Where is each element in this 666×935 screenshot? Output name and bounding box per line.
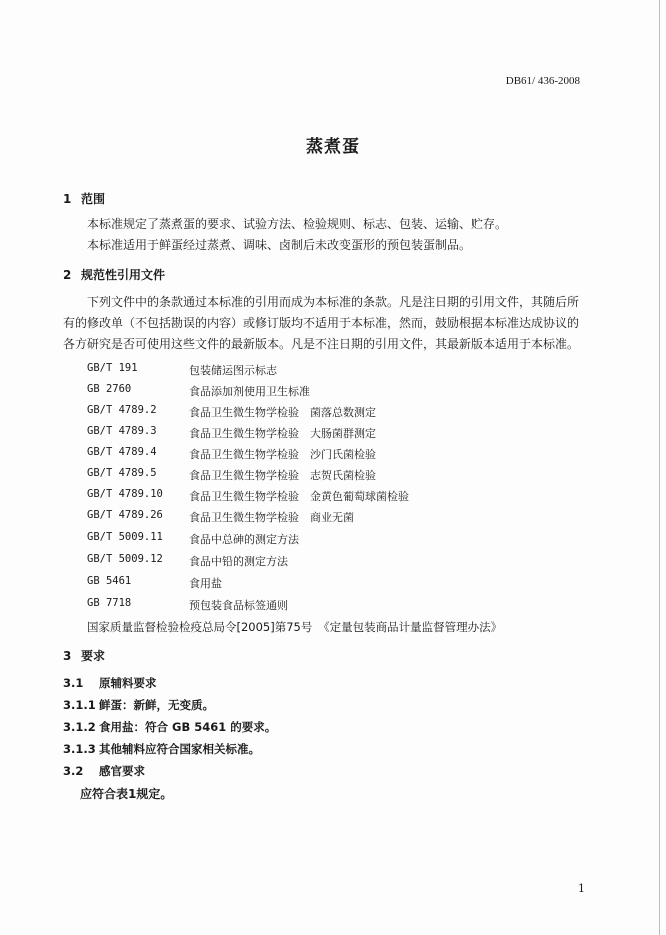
section-references-heading <box>63 266 165 283</box>
reference-title: 食品卫生微生物学检验 商业无菌 <box>189 511 354 524</box>
subsection-number: 3.1 <box>63 676 84 690</box>
reference-title: 食品添加剂使用卫生标准 <box>189 385 310 398</box>
subsection-text: 其他辅料应符合国家相关标准。 <box>99 742 260 756</box>
reference-title: 食品卫生微生物学检验 沙门氏菌检验 <box>189 448 376 461</box>
subsection-text: 感官要求 <box>99 764 145 778</box>
reference-title: 食品卫生微生物学检验 大肠菌群测定 <box>189 427 376 440</box>
section-scope-heading <box>63 190 105 207</box>
subsection-number: 3.1.2 <box>63 720 96 734</box>
subsection-3-2 <box>63 763 145 779</box>
regulation-reference: 国家质量监督检验检疫总局令[2005]第75号 《定量包装商品计量监督管理办法》 <box>87 620 503 634</box>
requirements-closing: 应符合表1规定。 <box>80 787 173 801</box>
reference-code: GB/T 4789.5 <box>87 467 157 479</box>
subsection-3-1 <box>63 675 157 691</box>
subsection-number: 3.1.3 <box>63 742 96 756</box>
subsection-3-1-1 <box>63 697 214 713</box>
scope-line-1: 本标准规定了蒸煮蛋的要求、试验方法、检验规则、标志、包装、运输、贮存。 <box>87 217 508 231</box>
reference-code: GB/T 5009.12 <box>87 553 163 565</box>
subsection-number: 3.2 <box>63 764 84 778</box>
reference-title: 食品卫生微生物学检验 志贺氏菌检验 <box>189 469 376 482</box>
references-intro: 下列文件中的条款通过本标准的引用而成为本标准的条款。凡是注日期的引用文件，其随后所有的修改单（不包括勘误的内容）或修订版均不适用于本标准，然而，鼓励根据本标准达成协议的各方研究是否可使用这些文件的最新版本。凡是不注日期的引用文件，其最新版本适用于本标准。 <box>63 295 580 351</box>
section-number: 3 <box>63 649 72 663</box>
reference-code: GB 5461 <box>87 575 132 587</box>
reference-title: 包装储运图示标志 <box>189 364 277 377</box>
subsection-text: 原辅料要求 <box>99 676 157 690</box>
reference-code: GB/T 4789.2 <box>87 404 157 416</box>
page-number: 1 <box>578 882 585 895</box>
document-code: DB61/ 436-2008 <box>505 75 580 87</box>
subsection-text: 鲜蛋：新鲜，无变质。 <box>99 698 214 712</box>
reference-code: GB/T 4789.26 <box>87 509 163 521</box>
section-requirements-heading <box>63 647 105 664</box>
scope-line-2: 本标准适用于鲜蛋经过蒸煮、调味、卤制后未改变蛋形的预包装蛋制品。 <box>87 238 472 252</box>
subsection-3-1-3 <box>63 741 260 757</box>
reference-title: 预包装食品标签通则 <box>189 599 288 612</box>
section-title: 要求 <box>81 649 106 663</box>
reference-title: 食品中铅的测定方法 <box>189 555 288 568</box>
section-title: 规范性引用文件 <box>81 268 166 282</box>
reference-title: 食品中总砷的测定方法 <box>189 533 299 546</box>
subsection-number: 3.1.1 <box>63 698 96 712</box>
section-title: 范围 <box>81 192 106 206</box>
subsection-text: 食用盐：符合 GB 5461 的要求。 <box>99 720 277 734</box>
subsection-3-1-2 <box>63 719 276 735</box>
page-title: 蒸煮蛋 <box>306 137 360 157</box>
reference-code: GB/T 4789.3 <box>87 425 157 437</box>
section-number: 1 <box>63 192 72 206</box>
reference-code: GB/T 4789.10 <box>87 488 163 500</box>
reference-title: 食品卫生微生物学检验 菌落总数测定 <box>189 406 376 419</box>
reference-title: 食用盐 <box>189 577 222 590</box>
section-number: 2 <box>63 268 72 282</box>
reference-title: 食品卫生微生物学检验 金黄色葡萄球菌检验 <box>189 490 409 503</box>
reference-code: GB/T 5009.11 <box>87 531 163 543</box>
reference-code: GB 7718 <box>87 597 132 609</box>
reference-code: GB 2760 <box>87 383 132 395</box>
reference-code: GB/T 191 <box>87 362 138 374</box>
reference-code: GB/T 4789.4 <box>87 446 157 458</box>
